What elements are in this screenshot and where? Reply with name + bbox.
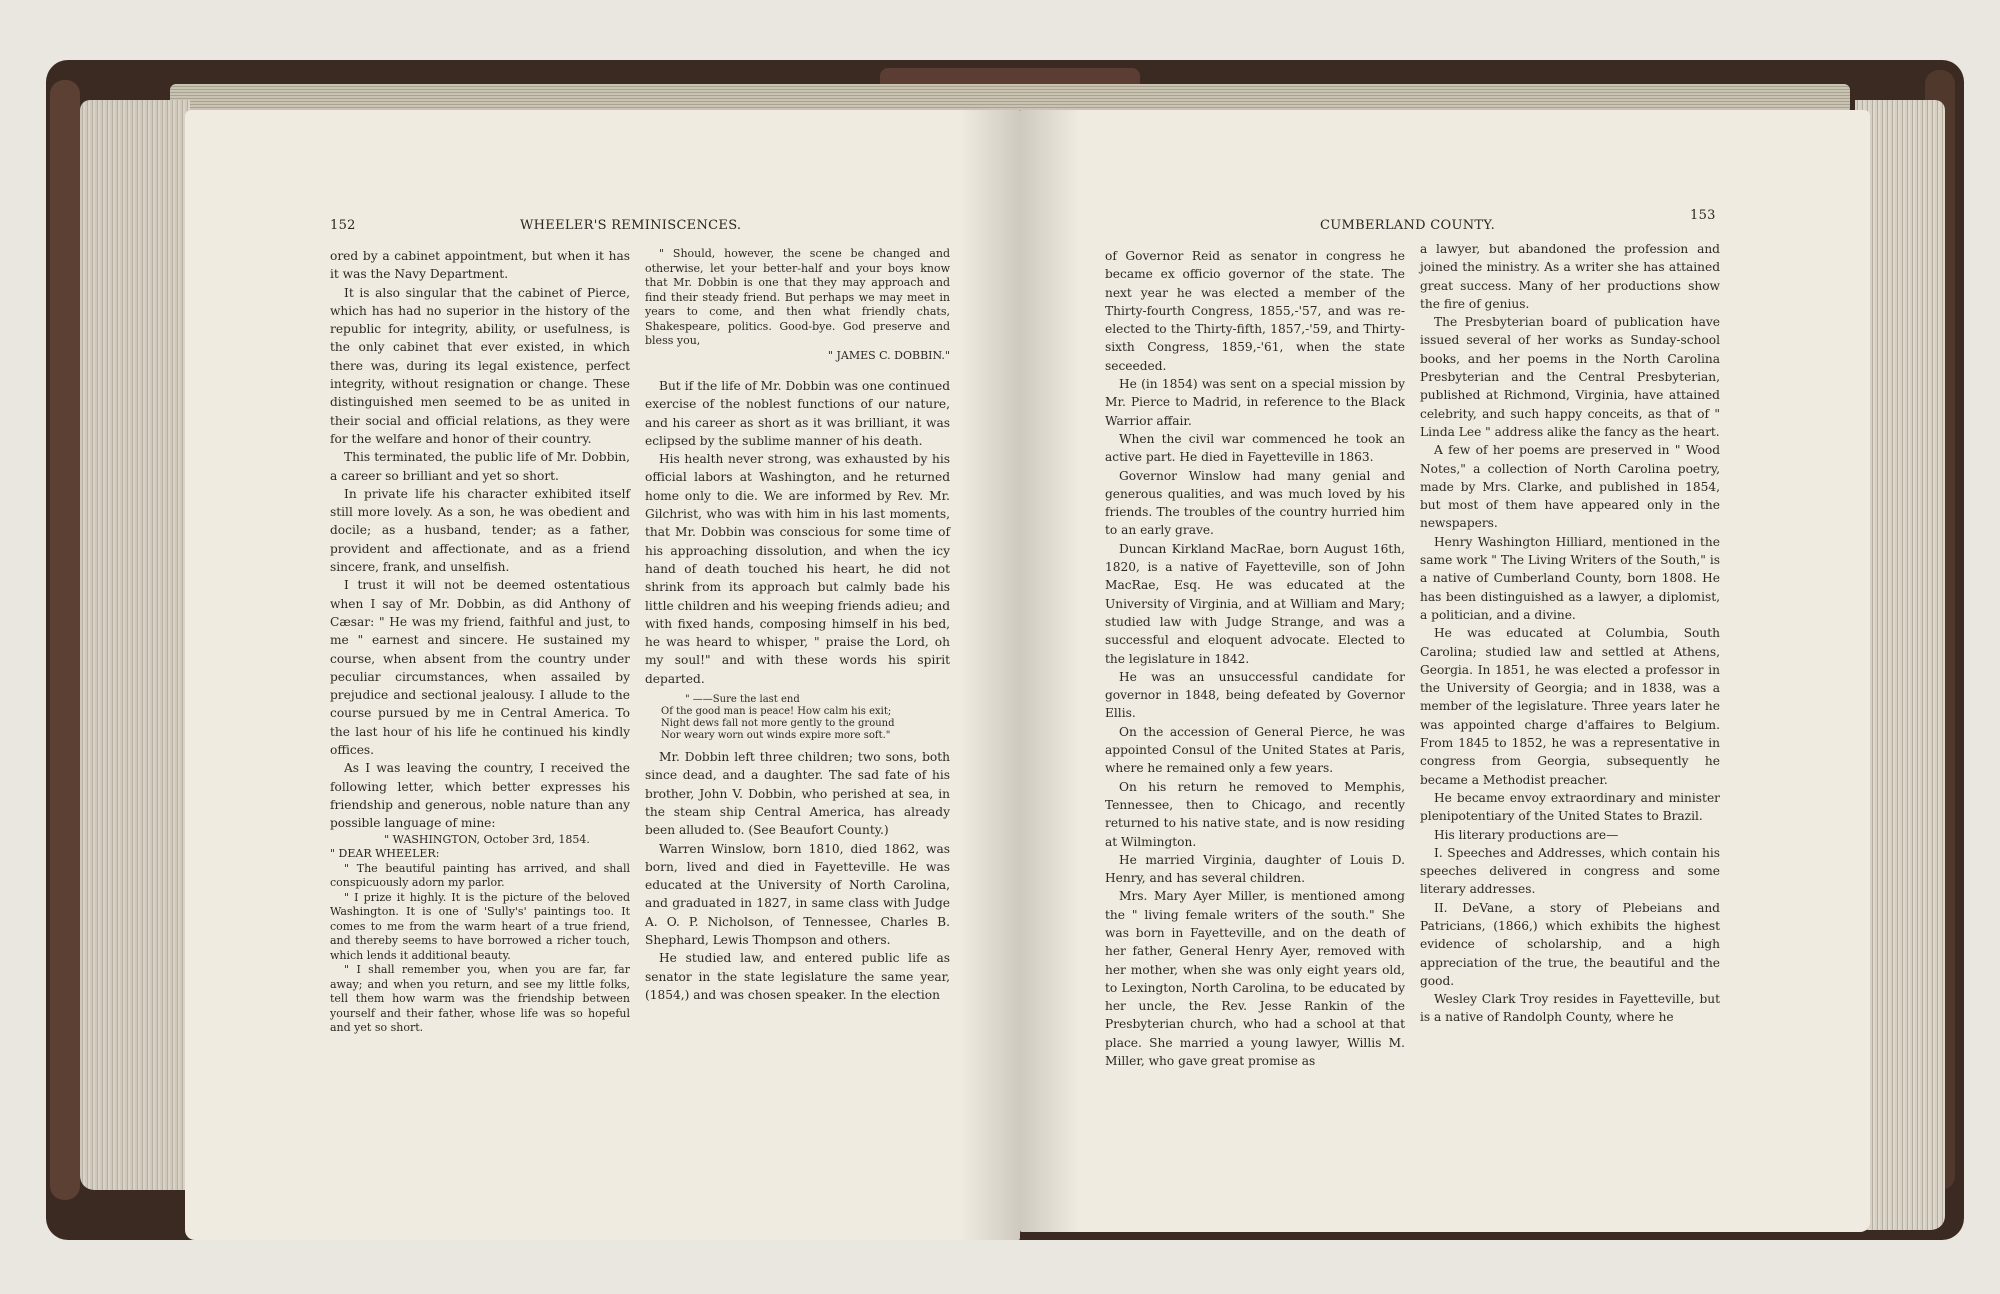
text-column-2 [1420,240,1720,1027]
letter-dateline: " WASHINGTON, October 3rd, 1854. [384,832,590,846]
poem-line: Of the good man is peace! How calm his exit; [661,706,892,718]
paragraph: II. DeVane, a story of Plebeians and Patricians, (1866,) which exhibits the highest evidence of scholarship, and a high appreciation of the true, the beautiful and the good. [1420,900,1720,988]
paragraph: He was an unsuccessful candidate for governor in 1848, being defeated by Governor Ellis. [1105,669,1405,721]
poem-line: Night dews fall not more gently to the ground [661,718,895,730]
text-column-1 [330,247,630,1036]
poem-line: " ——Sure the last end [685,694,800,706]
text-column-2 [645,247,950,1004]
paragraph: When the civil war commenced he took an active part. He died in Fayetteville in 1863. [1105,431,1405,465]
paragraph: I. Speeches and Addresses, which contain his speeches delivered in congress and some literary addresses. [1420,845,1720,897]
paragraph: Wesley Clark Troy resides in Fayetteville, but is a native of Randolph County, where he [1420,992,1720,1025]
paragraph: His health never strong, was exhausted by his official labors at Washington, and he returned home only to die. We are informed by Rev. Mr. Gilchrist, who was with him in his last moments, that Mr. Dobbin was conscious for some time of his approaching dissolution, and when the icy hand of death touched his heart, he did not shrink from its approach but calmly bade his little children and his weeping friends adieu; and with fixed hands, composing himself in his bed, he was heard to whisper, " praise the Lord, oh my soul!" and with these words his spirit departed. [645,452,950,686]
paragraph: Mr. Dobbin left three children; two sons, both since dead, and a daughter. The sad fate of his brother, John V. Dobbin, who perished at sea, in the steam ship Central America, has already been alluded to. (See Beaufort County.) [645,750,950,838]
gutter-shadow [960,110,1020,1240]
paragraph: a lawyer, but abandoned the profession and joined the ministry. As a writer she has attained great success. Many of her productions show the fire of genius. [1420,242,1720,311]
page-number: 152 [330,218,356,233]
letter-paragraph: " I prize it highly. It is the picture of the beloved Washington. It is one of 'Sully's' paintings too. It comes to me from the warm heart of a true friend, and thereby seems to have borrowed a richer touch, which lends it additional beauty. [330,890,630,962]
paragraph: I trust it will not be deemed ostentatious when I say of Mr. Dobbin, as did Anthony of Cæsar: " He was my friend, faithful and just, to me " earnest and sincere. He sustained my course, when absent from the country under peculiar circumstances, when assailed by prejudice and sectional jealousy. I allude to the course pursued by me in Central America. To the last hour of his life he continued his kindly offices. [330,578,630,758]
paragraph: Duncan Kirkland MacRae, born August 16th, 1820, is a native of Fayetteville, son of John MacRae, Esq. He was educated at the University of Virginia, and at William and Mary; studied law with Judge Strange, and was a successful and eloquent advocate. Elected to the legislature in 1842. [1105,541,1405,666]
paragraph: He became envoy extraordinary and minister plenipotentiary of the United States to Brazil. [1420,790,1720,824]
letter-paragraph: " I shall remember you, when you are far, far away; and when you return, and see my little folks, tell them how warm was the friendship between yourself and their father, whose life was so hopeful and yet so short. [330,963,630,1034]
paragraph: It is also singular that the cabinet of Pierce, which has had no superior in the history of the republic for integrity, ability, or usefulness, is the only cabinet that ever existed, in which there was, during its legal existence, perfect integrity, without resignation or change. These distinguished men seemed to be as united in their social and official relations, as they were for the welfare and honor of their country. [330,285,630,446]
right-page [1020,110,1870,1232]
paragraph: On the accession of General Pierce, he was appointed Consul of the United States at Paris, where he remained only a few years. [1105,724,1405,776]
page-block-left-edge [80,100,190,1190]
paragraph: As I was leaving the country, I received the following letter, which better expresses his friendship and generous, noble nature than any possible language of mine: [330,761,630,831]
text-column-1 [1105,247,1405,1070]
paragraph: The Presbyterian board of publication have issued several of her works as Sunday-school books, and her poems in the North Carolina Presbyterian and the Central Presbyterian, published at Richmond, Virginia, have attained celebrity, and such happy conceits, as that of " Linda Lee " address alike the fancy as the heart. [1420,315,1720,439]
letter-paragraph: " Should, however, the scene be changed and otherwise, let your better-half and your boys know that Mr. Dobbin is one that they may approach and find their steady friend. But perhaps we may meet in years to come, and then what friendly chats, Shakespeare, politics. Good-bye. God preserve and bless you, [645,247,950,347]
poem-line: Nor weary worn out winds expire more soft." [661,730,891,742]
paragraph: His literary productions are— [1434,827,1619,842]
paragraph: A few of her poems are preserved in " Wood Notes," a collection of North Carolina poetry, made by Mrs. Clarke, and published in 1854, but most of them have appeared only in the newspapers. [1420,443,1720,531]
paragraph: He (in 1854) was sent on a special mission by Mr. Pierce to Madrid, in reference to the Black Warrior affair. [1105,377,1405,428]
paragraph: ored by a cabinet appointment, but when it has it was the Navy Department. [330,249,630,282]
paragraph: Governor Winslow had many genial and generous qualities, and was much loved by his friends. The troubles of the country hurried him to an early grave. [1105,468,1405,538]
letter-salutation: " DEAR WHEELER: [330,847,440,860]
paragraph: But if the life of Mr. Dobbin was one continued exercise of the noblest functions of our nature, and his career as short as it was brilliant, it was eclipsed by the sublime manner of his death. [645,379,950,448]
paragraph: He was educated at Columbia, South Carolina; studied law and settled at Athens, Georgia. In 1851, he was elected a professor in the University of Georgia; and in 1838, was a member of the legislature. Three years later he was appointed charge d'affaires to Belgium. From 1845 to 1852, he was a representative in congress from Georgia, subsequently he became a Methodist preacher. [1420,626,1720,787]
paragraph: He studied law, and entered public life as senator in the state legislature the same year, (1854,) and was chosen speaker. In the election [645,951,950,1002]
paragraph: of Governor Reid as senator in congress he became ex officio governor of the state. The next year he was elected a member of the Thirty-fourth Congress, 1855,-'57, and was re-elected to the Thirty-fifth, 1857,-'59, and Thirty-sixth Congress, 1859,-'61, when the state seceeded. [1105,249,1405,373]
letter-signature: " JAMES C. DOBBIN." [827,348,950,362]
running-head: WHEELER'S REMINISCENCES. [520,218,742,233]
left-page [185,110,1020,1240]
running-head: CUMBERLAND COUNTY. [1320,218,1496,233]
paragraph: In private life his character exhibited itself still more lovely. As a son, he was obedient and docile; as a husband, tender; as a father, provident and affectionate, and as a friend sincere, frank, and unselfish. [330,486,630,575]
page-number: 153 [1690,208,1716,223]
paragraph: On his return he removed to Memphis, Tennessee, then to Chicago, and recently returned to his native state, and is now residing at Wilmington. [1105,779,1405,849]
gutter-shadow [1020,110,1080,1232]
paragraph: Warren Winslow, born 1810, died 1862, was born, lived and died in Fayetteville. He was educated at the University of North Carolina, and graduated in 1827, in same class with Judge A. O. P. Nicholson, of Tennessee, Charles B. Shephard, Lewis Thompson and others. [645,841,950,948]
paragraph: He married Virginia, daughter of Louis D. Henry, and has several children. [1105,852,1405,886]
letter-paragraph: " The beautiful painting has arrived, and shall conspicuously adorn my parlor. [330,861,630,889]
paragraph: Henry Washington Hilliard, mentioned in the same work " The Living Writers of the South," is a native of Cumberland County, born 1808. He has been distinguished as a lawyer, a diplomist, a politician, and a divine. [1420,534,1720,622]
paragraph: Mrs. Mary Ayer Miller, is mentioned among the " living female writers of the south." She was born in Fayetteville, and on the death of her father, General Henry Ayer, removed with her mother, when she was only eight years old, to Lexington, North Carolina, to be educated by her uncle, the Rev. Jesse Rankin of the Presbyterian church, who had a school at that place. She married a young lawyer, Willis M. Miller, who gave great promise as [1105,889,1405,1069]
paragraph: This terminated, the public life of Mr. Dobbin, a career so brilliant and yet so short. [330,450,630,483]
cover-edge-left [50,80,80,1200]
